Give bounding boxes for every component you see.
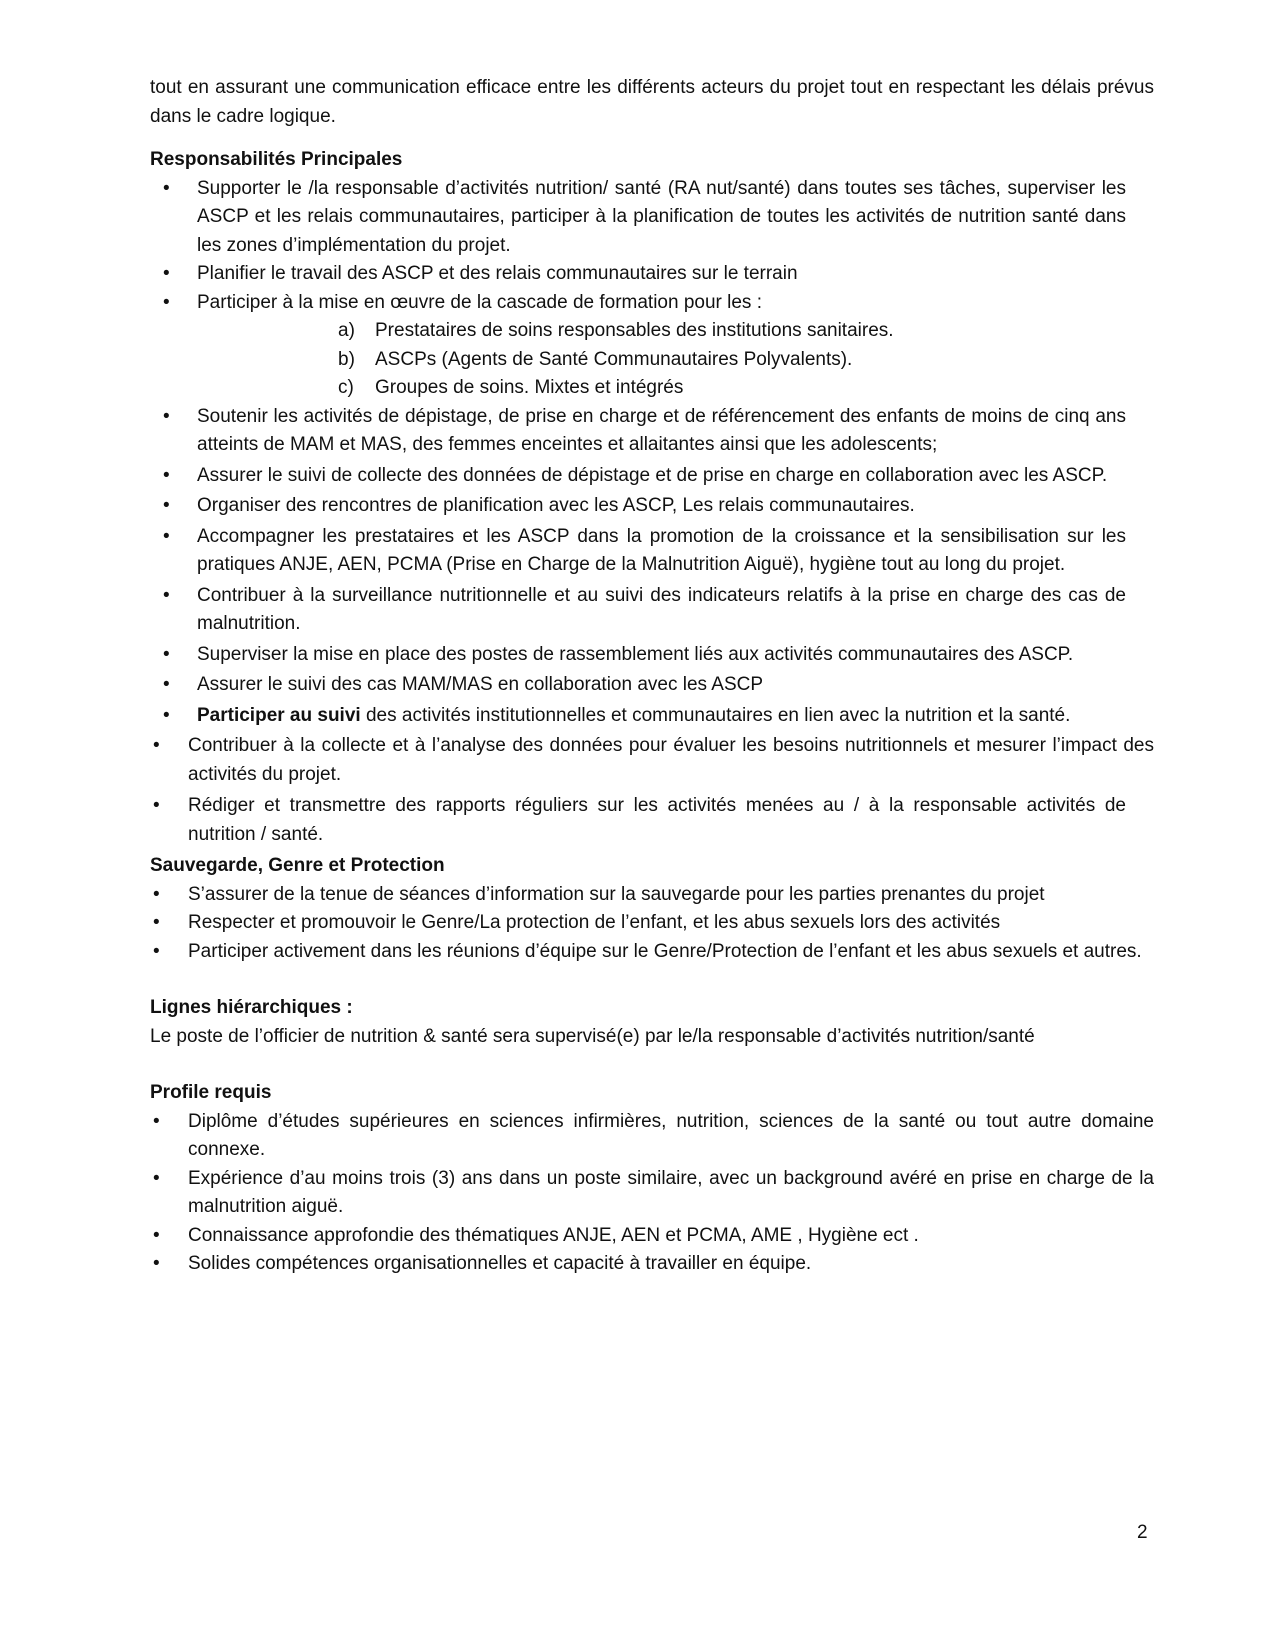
list-item: • Respecter et promouvoir le Genre/La protection de l’enfant, et les abus sexuels lors des activités [150,909,1154,938]
list-item: • Planifier le travail des ASCP et des relais communautaires sur le terrain [150,260,1126,289]
bullet-icon: • [163,584,170,606]
list-item: • Supporter le /la responsable d’activités nutrition/ santé (RA nut/santé) dans toutes ses tâches, superviser les ASCP et les relais communautaires, participer à la planification de toutes les activités de nutrition santé dans les zones d’implémentation du projet. [150,175,1126,261]
sublist-item: b) ASCPs (Agents de Santé Communautaires Polyvalents). [338,348,853,370]
list-item: • Soutenir les activités de dépistage, de prise en charge et de référencement des enfants de moins de cinq ans atteints de MAM et MAS, des femmes enceintes et allaitantes ainsi que les adolescents; [150,403,1126,460]
bullet-icon: • [153,912,160,933]
list-item: • Assurer le suivi de collecte des données de dépistage et de prise en charge en collaboration avec les ASCP. [150,462,1126,491]
document-page [150,74,1154,1279]
sublist-item: c) Groupes de soins. Mixtes et intégrés [338,377,684,398]
list-item: • Participer à la mise en œuvre de la cascade de formation pour les : [150,289,1126,318]
bullet-icon: • [163,405,170,427]
list-item: • Diplôme d’études supérieures en sciences infirmières, nutrition, sciences de la santé ou tout autre domaine connexe. [150,1108,1154,1165]
sublist-item: a) Prestataires de soins responsables des institutions sanitaires. [338,320,894,341]
bullet-icon: • [163,643,170,665]
list-item: • Connaissance approfondie des thématiques ANJE, AEN et PCMA, AME , Hygiène ect . [150,1222,1154,1251]
bullet-icon: • [163,674,170,695]
bullet-icon: • [163,704,170,726]
bullet-icon: • [163,291,170,313]
list-item: • Participer au suivi des activités institutionnelles et communautaires en lien avec la nutrition et la santé. [150,702,1126,731]
bullet-icon: • [153,795,160,816]
bullet-icon: • [153,1253,160,1274]
bullet-icon: • [153,735,160,756]
list-item: • Accompagner les prestataires et les ASCP dans la promotion de la croissance et la sensibilisation sur les pratiques ANJE, AEN, PCMA (Prise en Charge de la Malnutrition Aiguë), hygiène tout au long du projet. [150,523,1126,580]
list-item: • Solides compétences organisationnelles et capacité à travailler en équipe. [150,1250,1154,1279]
page-number: 2 [1137,1522,1148,1543]
list-item: • Assurer le suivi des cas MAM/MAS en collaboration avec les ASCP [150,671,1126,700]
list-item: • Expérience d’au moins trois (3) ans dans un poste similaire, avec un background avéré en prise en charge de la malnutrition aiguë. [150,1165,1154,1222]
list-item: • Participer activement dans les réunions d’équipe sur le Genre/Protection de l’enfant et les abus sexuels et autres. [150,938,1154,967]
bullet-icon: • [153,1224,160,1246]
list-item: • Contribuer à la collecte et à l’analyse des données pour évaluer les besoins nutritionnels et mesurer l’impact des activités du projet. [150,732,1154,789]
sauvegarde-list [150,881,1154,967]
lignes-paragraph: Le poste de l’officier de nutrition & santé sera supervisé(e) par le/la responsable d’activités nutrition/santé [150,1025,1035,1047]
responsabilites-list-continued [150,403,1154,731]
bullet-icon: • [163,177,170,199]
section-heading-lignes: Lignes hiérarchiques : [150,997,353,1018]
list-item: • Contribuer à la surveillance nutritionnelle et au suivi des indicateurs relatifs à la prise en charge des cas de malnutrition. [150,582,1126,639]
list-item: • S’assurer de la tenue de séances d’information sur la sauvegarde pour les parties prenantes du projet [150,881,1154,910]
bullet-icon: • [153,1167,160,1189]
bullet-icon: • [163,495,170,516]
responsabilites-list-final [150,732,1154,849]
bullet-icon: • [163,263,170,284]
bullet-icon: • [153,1110,160,1132]
list-item: • Organiser des rencontres de planification avec les ASCP, Les relais communautaires. [150,492,1126,521]
bullet-icon: • [153,940,160,962]
bullet-icon: • [153,883,160,905]
section-heading-profile: Profile requis [150,1082,272,1103]
responsabilites-list [150,175,1154,318]
bullet-icon: • [163,525,170,547]
intro-paragraph: tout en assurant une communication efficace entre les différents acteurs du projet tout en respectant les délais prévus dans le cadre logique. [150,77,1154,127]
formation-sublist [150,317,1154,403]
list-item: • Superviser la mise en place des postes de rassemblement liés aux activités communautaires des ASCP. [150,641,1126,670]
profile-list [150,1108,1154,1279]
section-heading-responsabilites: Responsabilités Principales [150,149,403,170]
bullet-icon: • [163,464,170,486]
section-heading-sauvegarde: Sauvegarde, Genre et Protection [150,855,445,876]
list-item: • Rédiger et transmettre des rapports réguliers sur les activités menées au / à la responsable activités de nutrition / santé. [150,792,1126,849]
